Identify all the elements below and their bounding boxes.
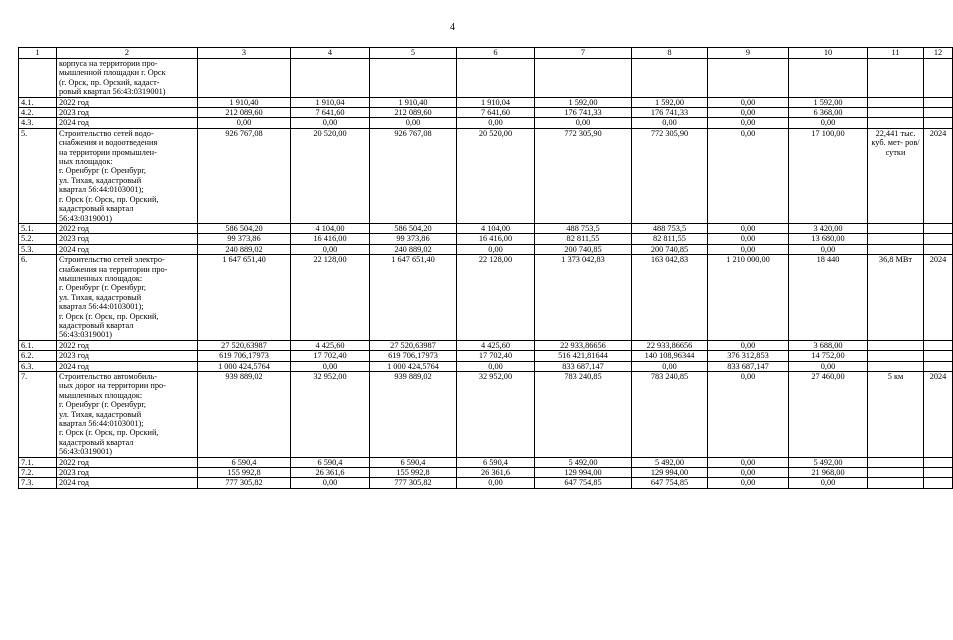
description-line: ных площадок: bbox=[59, 157, 113, 167]
value-cell: 2024 bbox=[924, 128, 953, 223]
value-cell: 82 811,55 bbox=[535, 234, 632, 244]
row-description bbox=[57, 234, 198, 244]
value-cell: 1 373 042,83 bbox=[535, 255, 632, 341]
value-cell: 2024 bbox=[924, 255, 953, 341]
column-number: 4 bbox=[291, 48, 370, 59]
row-number: 4.1. bbox=[19, 97, 57, 107]
value-cell bbox=[198, 59, 291, 98]
value-cell: 1 647 651,40 bbox=[198, 255, 291, 341]
budget-table bbox=[18, 47, 953, 489]
value-cell: 82 811,55 bbox=[632, 234, 708, 244]
value-cell: 926 767,08 bbox=[370, 128, 457, 223]
value-cell: 0,00 bbox=[457, 478, 535, 488]
value-cell: 1 000 424,5764 bbox=[370, 361, 457, 371]
value-cell: 647 754,85 bbox=[632, 478, 708, 488]
description-line: ул. Тихая, кадастровый bbox=[59, 175, 142, 185]
value-cell: 3 688,00 bbox=[789, 340, 868, 350]
value-cell: 0,00 bbox=[198, 118, 291, 128]
value-cell: 0,00 bbox=[708, 478, 789, 488]
value-cell bbox=[868, 234, 924, 244]
value-cell: 155 992,8 bbox=[370, 468, 457, 478]
value-cell: 0,00 bbox=[708, 97, 789, 107]
description-line: г. Оренбург (г. Оренбург, bbox=[59, 166, 146, 176]
value-cell bbox=[868, 223, 924, 233]
table-row bbox=[19, 118, 953, 128]
description-line: ул. Тихая, кадастровый bbox=[59, 292, 142, 302]
row-description bbox=[57, 118, 198, 128]
description-line: снабжения на территории про- bbox=[59, 264, 168, 274]
value-cell: 6 590,4 bbox=[291, 457, 370, 467]
table-row bbox=[19, 244, 953, 254]
value-cell: 0,00 bbox=[457, 244, 535, 254]
column-number: 10 bbox=[789, 48, 868, 59]
value-cell bbox=[868, 361, 924, 371]
value-cell bbox=[924, 361, 953, 371]
description-line: мышленных площадок: bbox=[59, 273, 143, 283]
column-number: 6 bbox=[457, 48, 535, 59]
row-description bbox=[57, 468, 198, 478]
row-number: 5.1. bbox=[19, 223, 57, 233]
description-line: Строительство автомобиль- bbox=[59, 372, 158, 381]
value-cell: 13 680,00 bbox=[789, 234, 868, 244]
value-cell: 26 361,6 bbox=[457, 468, 535, 478]
value-cell bbox=[924, 244, 953, 254]
value-cell: 26 361,6 bbox=[291, 468, 370, 478]
column-number: 12 bbox=[924, 48, 953, 59]
column-number: 5 bbox=[370, 48, 457, 59]
table-row bbox=[19, 128, 953, 223]
description-line: квартал 56:44:0103001); bbox=[59, 302, 144, 312]
value-cell: 0,00 bbox=[291, 478, 370, 488]
description-line: мышленной площадки г. Орск bbox=[59, 68, 166, 78]
table-row bbox=[19, 108, 953, 118]
value-cell: 5 492,00 bbox=[789, 457, 868, 467]
value-cell: 140 108,96344 bbox=[632, 351, 708, 361]
row-description bbox=[57, 361, 198, 371]
row-description bbox=[57, 244, 198, 254]
row-number: 7. bbox=[19, 372, 57, 458]
value-cell: 22 128,00 bbox=[457, 255, 535, 341]
value-cell: 772 305,90 bbox=[632, 128, 708, 223]
row-number: 6. bbox=[19, 255, 57, 341]
value-cell: 240 889,02 bbox=[370, 244, 457, 254]
value-cell: 1 210 000,00 bbox=[708, 255, 789, 341]
description-line: ровый квартал 56:43:0319001) bbox=[59, 87, 166, 97]
description-line: (г. Орск, пр. Орский, кадаст- bbox=[59, 77, 160, 87]
row-description bbox=[57, 340, 198, 350]
page-number: 4 bbox=[450, 22, 455, 33]
value-cell: 200 740,85 bbox=[535, 244, 632, 254]
value-cell bbox=[868, 468, 924, 478]
table-row bbox=[19, 372, 953, 458]
value-cell: 0,00 bbox=[708, 457, 789, 467]
table-header-row bbox=[19, 48, 953, 59]
value-cell: 16 416,00 bbox=[291, 234, 370, 244]
value-cell: 488 753,5 bbox=[535, 223, 632, 233]
value-cell: 6 590,4 bbox=[370, 457, 457, 467]
value-cell: 1 910,40 bbox=[370, 97, 457, 107]
table-row bbox=[19, 478, 953, 488]
value-cell: 32 952,00 bbox=[457, 372, 535, 458]
row-number: 5.3. bbox=[19, 244, 57, 254]
value-cell: 6 590,4 bbox=[457, 457, 535, 467]
description-line: кадастровый квартал bbox=[59, 437, 134, 447]
description-line: кадастровый квартал bbox=[59, 320, 134, 330]
description-line: на территории промышлен- bbox=[59, 147, 157, 157]
value-cell: 32 952,00 bbox=[291, 372, 370, 458]
value-cell bbox=[924, 234, 953, 244]
value-cell: 0,00 bbox=[789, 244, 868, 254]
value-cell: 6 368,00 bbox=[789, 108, 868, 118]
description-line: г. Орск (г. Орск, пр. Орский, bbox=[59, 194, 159, 204]
description-line: 2023 год bbox=[59, 468, 89, 478]
value-cell: 1 000 424,5764 bbox=[198, 361, 291, 371]
description-line: г. Орск (г. Орск, пр. Орский, bbox=[59, 428, 159, 438]
value-cell: 0,00 bbox=[789, 478, 868, 488]
value-cell: 212 089,60 bbox=[198, 108, 291, 118]
table-row bbox=[19, 351, 953, 361]
value-cell: 0,00 bbox=[632, 118, 708, 128]
value-cell: 3 420,00 bbox=[789, 223, 868, 233]
value-cell: 200 740,85 bbox=[632, 244, 708, 254]
value-cell: 0,00 bbox=[789, 118, 868, 128]
value-cell: 99 373,86 bbox=[198, 234, 291, 244]
table-row bbox=[19, 255, 953, 341]
value-cell: 586 504,20 bbox=[198, 223, 291, 233]
value-cell bbox=[868, 108, 924, 118]
value-cell: 7 641,60 bbox=[291, 108, 370, 118]
value-cell: 27 520,63987 bbox=[370, 340, 457, 350]
value-cell bbox=[868, 59, 924, 98]
column-number: 11 bbox=[868, 48, 924, 59]
value-cell: 0,00 bbox=[708, 108, 789, 118]
value-cell bbox=[924, 478, 953, 488]
value-cell bbox=[370, 59, 457, 98]
description-line: корпуса на территории про- bbox=[59, 59, 158, 68]
description-line: г. Орск (г. Орск, пр. Орский, bbox=[59, 311, 159, 321]
row-number: 5. bbox=[19, 128, 57, 223]
description-line: 2022 год bbox=[59, 97, 89, 107]
value-cell: 0,00 bbox=[789, 361, 868, 371]
row-number: 5.2. bbox=[19, 234, 57, 244]
value-cell bbox=[291, 59, 370, 98]
row-number bbox=[19, 59, 57, 98]
value-cell: 0,00 bbox=[708, 372, 789, 458]
value-cell: 27 460,00 bbox=[789, 372, 868, 458]
description-line: квартал 56:44:0103001); bbox=[59, 419, 144, 429]
value-cell bbox=[924, 340, 953, 350]
value-cell bbox=[868, 97, 924, 107]
value-cell: 376 312,853 bbox=[708, 351, 789, 361]
description-line: 2023 год bbox=[59, 108, 89, 118]
value-cell: 1 910,04 bbox=[291, 97, 370, 107]
value-cell: 176 741,33 bbox=[632, 108, 708, 118]
value-cell: 22 128,00 bbox=[291, 255, 370, 341]
value-cell: 777 305,82 bbox=[198, 478, 291, 488]
value-cell: 212 089,60 bbox=[370, 108, 457, 118]
value-cell: 0,00 bbox=[708, 244, 789, 254]
description-line: 56:43:0319001) bbox=[59, 213, 113, 223]
value-cell: 22 933,86656 bbox=[535, 340, 632, 350]
row-description bbox=[57, 223, 198, 233]
value-cell: 939 889,02 bbox=[370, 372, 457, 458]
value-cell: 16 416,00 bbox=[457, 234, 535, 244]
value-cell: 4 104,00 bbox=[457, 223, 535, 233]
row-description bbox=[57, 128, 198, 223]
value-cell bbox=[924, 223, 953, 233]
value-cell bbox=[708, 59, 789, 98]
value-cell: 18 440 bbox=[789, 255, 868, 341]
value-cell: 0,00 bbox=[632, 361, 708, 371]
value-cell: 20 520,00 bbox=[457, 128, 535, 223]
value-cell: 129 994,00 bbox=[535, 468, 632, 478]
value-cell bbox=[868, 340, 924, 350]
value-cell: 27 520,63987 bbox=[198, 340, 291, 350]
value-cell: 1 592,00 bbox=[535, 97, 632, 107]
column-number: 9 bbox=[708, 48, 789, 59]
value-cell: 17 702,40 bbox=[291, 351, 370, 361]
value-cell: 155 992,8 bbox=[198, 468, 291, 478]
description-line: мышленных площадок: bbox=[59, 390, 143, 400]
value-cell: 833 687,147 bbox=[708, 361, 789, 371]
value-cell bbox=[924, 468, 953, 478]
value-cell bbox=[924, 108, 953, 118]
value-cell: 488 753,5 bbox=[632, 223, 708, 233]
value-cell: 14 752,00 bbox=[789, 351, 868, 361]
value-cell: 20 520,00 bbox=[291, 128, 370, 223]
value-cell bbox=[868, 118, 924, 128]
value-cell: 5 492,00 bbox=[535, 457, 632, 467]
row-number: 7.2. bbox=[19, 468, 57, 478]
column-number: 2 bbox=[57, 48, 198, 59]
table-row bbox=[19, 468, 953, 478]
description-line: 2024 год bbox=[59, 478, 89, 488]
row-description bbox=[57, 97, 198, 107]
table-row bbox=[19, 340, 953, 350]
row-description bbox=[57, 372, 198, 458]
value-cell: 0,00 bbox=[708, 340, 789, 350]
value-cell bbox=[632, 59, 708, 98]
description-line: 56:43:0319001) bbox=[59, 330, 113, 340]
value-cell bbox=[457, 59, 535, 98]
value-cell: 619 706,17973 bbox=[198, 351, 291, 361]
row-number: 7.1. bbox=[19, 457, 57, 467]
table-row bbox=[19, 223, 953, 233]
value-cell: 1 592,00 bbox=[632, 97, 708, 107]
row-number: 4.3. bbox=[19, 118, 57, 128]
value-cell: 1 910,40 bbox=[198, 97, 291, 107]
row-description bbox=[57, 59, 198, 98]
description-line: кадастровый квартал bbox=[59, 204, 134, 214]
value-cell: 1 647 651,40 bbox=[370, 255, 457, 341]
value-cell: 833 687,147 bbox=[535, 361, 632, 371]
value-cell: 586 504,20 bbox=[370, 223, 457, 233]
row-description bbox=[57, 478, 198, 488]
description-line: 2022 год bbox=[59, 340, 89, 350]
row-number: 7.3. bbox=[19, 478, 57, 488]
description-line: квартал 56:44:0103001); bbox=[59, 185, 144, 195]
value-cell: 4 425,60 bbox=[291, 340, 370, 350]
value-cell: 5 492,00 bbox=[632, 457, 708, 467]
value-cell: 0,00 bbox=[708, 234, 789, 244]
value-cell bbox=[535, 59, 632, 98]
value-cell: 4 425,60 bbox=[457, 340, 535, 350]
value-cell: 36,8 МВт bbox=[868, 255, 924, 341]
value-cell bbox=[868, 457, 924, 467]
table-row bbox=[19, 59, 953, 98]
value-cell: 783 240,85 bbox=[632, 372, 708, 458]
value-cell: 783 240,85 bbox=[535, 372, 632, 458]
value-cell: 926 767,08 bbox=[198, 128, 291, 223]
value-cell: 0,00 bbox=[708, 468, 789, 478]
value-cell bbox=[924, 351, 953, 361]
value-cell: 0,00 bbox=[457, 361, 535, 371]
row-number: 4.2. bbox=[19, 108, 57, 118]
row-number: 6.1. bbox=[19, 340, 57, 350]
value-cell: 772 305,90 bbox=[535, 128, 632, 223]
value-cell: 17 702,40 bbox=[457, 351, 535, 361]
value-cell: 0,00 bbox=[291, 244, 370, 254]
value-cell: 0,00 bbox=[708, 223, 789, 233]
value-cell: 0,00 bbox=[291, 118, 370, 128]
row-description bbox=[57, 108, 198, 118]
value-cell: 17 100,00 bbox=[789, 128, 868, 223]
value-cell: 163 042,83 bbox=[632, 255, 708, 341]
value-cell bbox=[868, 244, 924, 254]
value-cell: 647 754,85 bbox=[535, 478, 632, 488]
value-cell: 5 км bbox=[868, 372, 924, 458]
description-line: ных дорог на территории про- bbox=[59, 381, 166, 391]
description-line: ул. Тихая, кадастровый bbox=[59, 409, 142, 419]
value-cell: 21 968,00 bbox=[789, 468, 868, 478]
row-description bbox=[57, 457, 198, 467]
value-cell: 516 421,81644 bbox=[535, 351, 632, 361]
description-line: 2024 год bbox=[59, 361, 89, 371]
row-description bbox=[57, 351, 198, 361]
value-cell: 4 104,00 bbox=[291, 223, 370, 233]
value-cell: 1 910,04 bbox=[457, 97, 535, 107]
value-cell: 0,00 bbox=[708, 118, 789, 128]
value-cell: 0,00 bbox=[370, 118, 457, 128]
value-cell: 1 592,00 bbox=[789, 97, 868, 107]
value-cell: 777 305,82 bbox=[370, 478, 457, 488]
value-cell: 22 933,86656 bbox=[632, 340, 708, 350]
value-cell bbox=[924, 457, 953, 467]
description-line: Строительство сетей водо- bbox=[59, 128, 154, 138]
description-line: снабжения и водоотведения bbox=[59, 138, 158, 148]
description-line: 2024 год bbox=[59, 118, 89, 128]
description-line: 2023 год bbox=[59, 351, 89, 361]
column-number: 1 bbox=[19, 48, 57, 59]
value-cell: 939 889,02 bbox=[198, 372, 291, 458]
column-number: 7 bbox=[535, 48, 632, 59]
description-line: г. Оренбург (г. Оренбург, bbox=[59, 400, 146, 410]
value-cell: 619 706,17973 bbox=[370, 351, 457, 361]
description-line: 2024 год bbox=[59, 244, 89, 254]
description-line: г. Оренбург (г. Оренбург, bbox=[59, 283, 146, 293]
description-line: Строительство сетей электро- bbox=[59, 255, 165, 265]
value-cell bbox=[924, 59, 953, 98]
description-line: 2022 год bbox=[59, 457, 89, 467]
table-row bbox=[19, 457, 953, 467]
value-cell: 6 590,4 bbox=[198, 457, 291, 467]
value-cell: 2024 bbox=[924, 372, 953, 458]
table-row bbox=[19, 234, 953, 244]
row-number: 6.2. bbox=[19, 351, 57, 361]
value-cell: 22,441 тыс. куб. мет- ров/сутки bbox=[868, 128, 924, 223]
column-number: 8 bbox=[632, 48, 708, 59]
column-number: 3 bbox=[198, 48, 291, 59]
value-cell: 129 994,00 bbox=[632, 468, 708, 478]
row-description bbox=[57, 255, 198, 341]
table-row bbox=[19, 97, 953, 107]
value-cell: 0,00 bbox=[535, 118, 632, 128]
value-cell: 0,00 bbox=[708, 128, 789, 223]
description-line: 2023 год bbox=[59, 234, 89, 244]
value-cell bbox=[868, 478, 924, 488]
value-cell: 99 373,86 bbox=[370, 234, 457, 244]
table-row bbox=[19, 361, 953, 371]
description-line: 2022 год bbox=[59, 223, 89, 233]
value-cell bbox=[924, 118, 953, 128]
value-cell: 0,00 bbox=[457, 118, 535, 128]
row-number: 6.3. bbox=[19, 361, 57, 371]
value-cell bbox=[789, 59, 868, 98]
value-cell: 7 641,60 bbox=[457, 108, 535, 118]
value-cell bbox=[924, 97, 953, 107]
value-cell: 0,00 bbox=[291, 361, 370, 371]
description-line: 56:43:0319001) bbox=[59, 447, 113, 457]
value-cell: 240 889,02 bbox=[198, 244, 291, 254]
value-cell bbox=[868, 351, 924, 361]
value-cell: 176 741,33 bbox=[535, 108, 632, 118]
